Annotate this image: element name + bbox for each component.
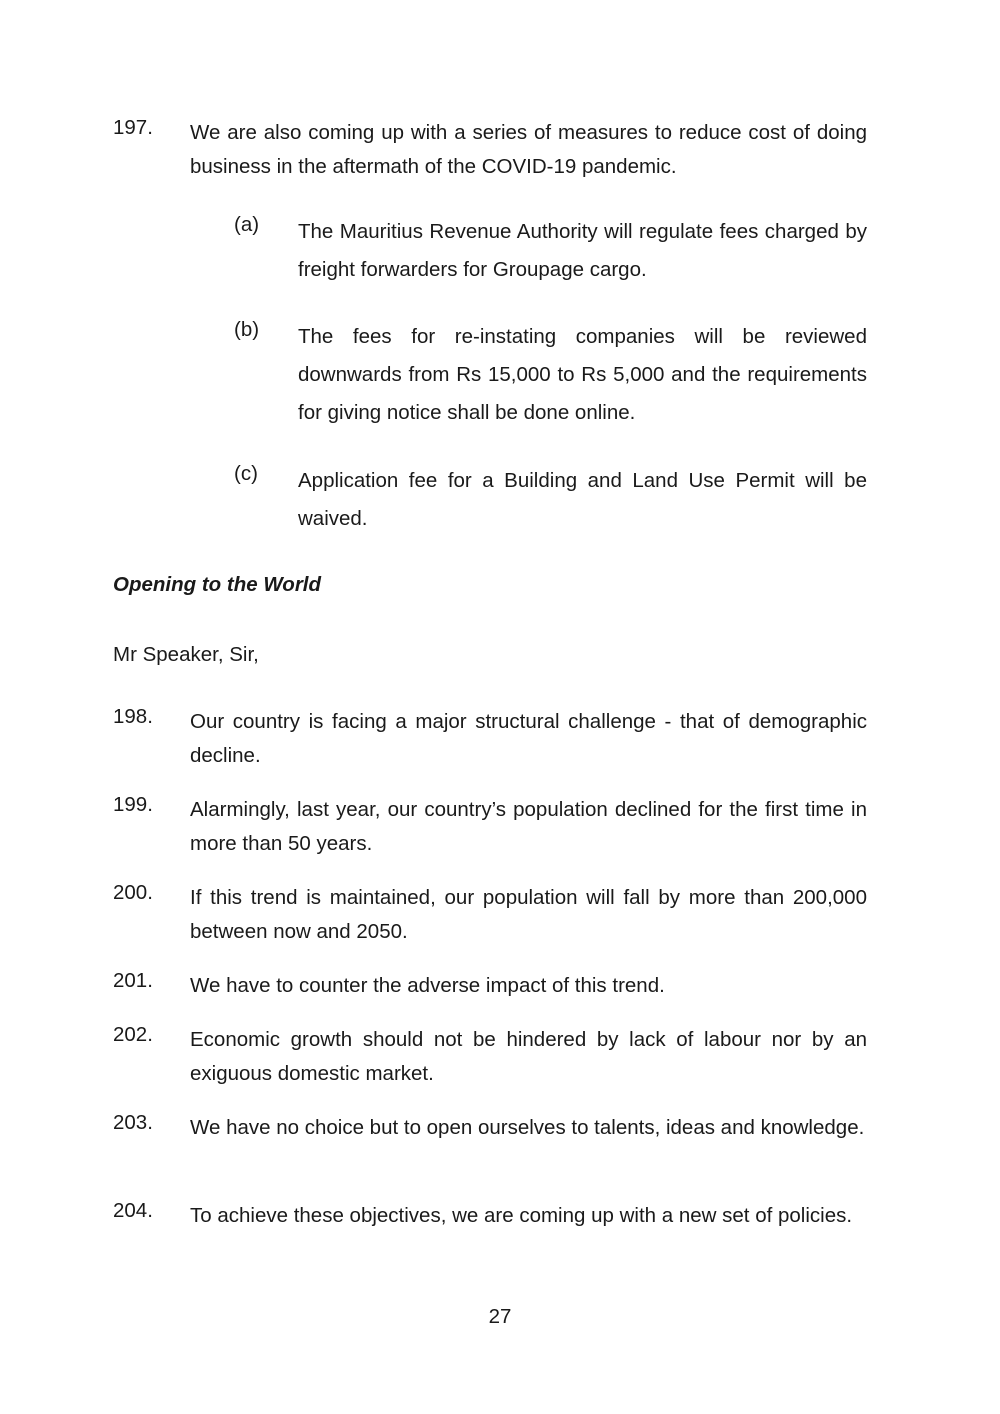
paragraph-text: We are also coming up with a series of measures to reduce cost of doing business in the aftermath of the COVID-19 pandemic. — [190, 121, 867, 178]
paragraph-text: Economic growth should not be hindered by lack of labour nor by an exiguous domestic market. — [190, 1028, 867, 1085]
section-heading: Opening to the World — [113, 573, 322, 596]
paragraph-200 — [113, 881, 867, 949]
paragraph-number: 199. — [113, 793, 153, 816]
paragraph-202 — [113, 1023, 867, 1091]
sub-item-b — [234, 318, 867, 432]
paragraph-number: 198. — [113, 705, 153, 728]
sub-item-label: (a) — [234, 213, 260, 236]
paragraph-number: 204. — [113, 1199, 153, 1222]
paragraph-204 — [113, 1199, 867, 1233]
sub-item-a — [234, 213, 867, 289]
paragraph-text: If this trend is maintained, our population will fall by more than 200,000 between now and 2050. — [190, 886, 867, 943]
page-number: 27 — [488, 1305, 512, 1328]
sub-item-c — [234, 462, 867, 538]
paragraph-text: Our country is facing a major structural challenge - that of demographic decline. — [190, 710, 867, 767]
sub-item-label: (c) — [234, 462, 258, 485]
paragraph-197 — [113, 116, 867, 184]
paragraph-text: We have no choice but to open ourselves to talents, ideas and knowledge. — [190, 1116, 865, 1139]
paragraph-text: To achieve these objectives, we are coming up with a new set of policies. — [190, 1204, 853, 1227]
paragraph-203 — [113, 1111, 867, 1145]
paragraph-number: 202. — [113, 1023, 153, 1046]
paragraph-199 — [113, 793, 867, 861]
paragraph-text: Alarmingly, last year, our country’s population declined for the first time in more than 50 years. — [190, 798, 867, 855]
paragraph-number: 203. — [113, 1111, 153, 1134]
paragraph-number: 197. — [113, 116, 153, 139]
sub-item-text: The Mauritius Revenue Authority will regulate fees charged by freight forwarders for Groupage cargo. — [298, 220, 867, 281]
salutation: Mr Speaker, Sir, — [113, 643, 259, 666]
sub-item-text: Application fee for a Building and Land Use Permit will be waived. — [298, 469, 867, 530]
sub-item-label: (b) — [234, 318, 260, 341]
paragraph-198 — [113, 705, 867, 773]
paragraph-number: 201. — [113, 969, 153, 992]
sub-item-text: The fees for re-instating companies will be reviewed downwards from Rs 15,000 to Rs 5,000 and the requirements for giving notice shall be done online. — [298, 325, 867, 424]
paragraph-text: We have to counter the adverse impact of this trend. — [190, 974, 665, 997]
paragraph-201 — [113, 969, 867, 1003]
paragraph-number: 200. — [113, 881, 153, 904]
